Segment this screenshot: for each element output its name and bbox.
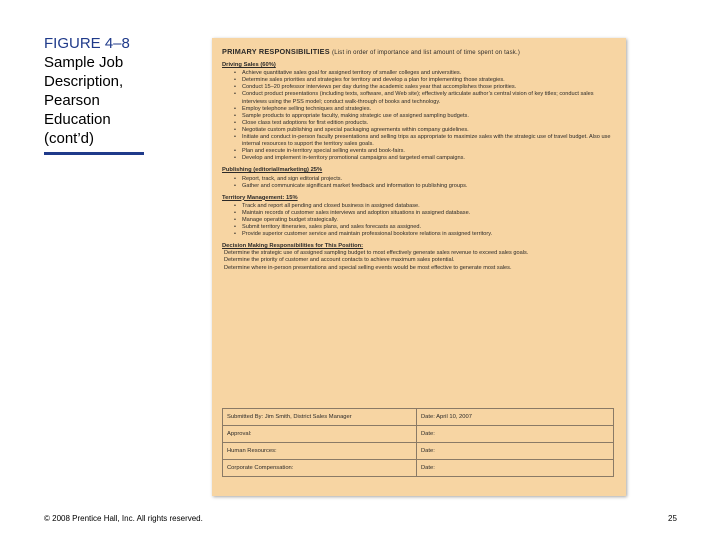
caption-underline — [44, 152, 144, 155]
bullet-list — [222, 176, 618, 190]
page-number: 25 — [668, 514, 677, 523]
list-item: • Sample products to appropriate faculty, making strategic use of assigned sampling budgets. — [242, 113, 618, 120]
list-item: • Conduct product presentations (including texts, software, and Web site); effectively articulate author’s central vision of key titles; conduct sales interviews using the PSS model; conduct walk-through of books and technology. — [242, 91, 618, 105]
section-heading: Publishing (editorial/marketing) 25% — [222, 167, 323, 174]
job-description-document — [212, 38, 626, 496]
list-item: • Gather and communicate significant market feedback and information to publishing groups. — [242, 183, 618, 190]
list-item: • Submit territory itineraries, sales plans, and sales forecasts as assigned. — [242, 224, 618, 231]
decision-lines — [222, 250, 618, 271]
list-item: • Determine sales priorities and strategies for territory and develop a plan for implementing those strategies. — [242, 77, 618, 84]
list-item: • Initiate and conduct in-person faculty presentations and selling trips as appropriate to maximize sales with the strategic use of travel budget. Also use internal resources to support the territory sales goals. — [242, 134, 618, 148]
decision-line: Determine where in-person presentations and special selling events would be most effective to generate most sales. — [224, 264, 512, 271]
list-item: • Close class test adoptions for first edition products. — [242, 120, 618, 127]
caption-line: Pearson — [44, 92, 100, 109]
list-item: • Report, track, and sign editorial projects. — [242, 176, 618, 183]
bullet-list — [222, 203, 618, 238]
section-heading: Territory Management: 15% — [222, 194, 298, 201]
bullet-list — [222, 70, 618, 162]
list-item: • Negotiate custom publishing and special packaging agreements within company guidelines. — [242, 127, 618, 134]
approval-form — [222, 408, 614, 477]
form-date: Date: — [417, 443, 614, 460]
decision-line: Determine the priority of customer and account contacts to achieve maximum sales potential. — [224, 257, 455, 264]
caption-line: (cont’d) — [44, 130, 95, 147]
form-label: Corporate Compensation: — [223, 460, 417, 477]
primary-responsibilities-header — [222, 48, 618, 57]
figure-number: FIGURE 4–8 — [44, 35, 130, 52]
form-row — [223, 426, 614, 443]
decision-line: Determine the strategic use of assigned sampling budget to most effectively generate sales revenue to exceed sales goals. — [224, 250, 529, 257]
caption-line: Education — [44, 111, 111, 128]
header-title: PRIMARY RESPONSIBILITIES — [222, 47, 330, 56]
document-body — [222, 48, 618, 272]
list-item: • Track and report all pending and closed business in assigned database. — [242, 203, 618, 210]
figure-caption — [44, 34, 164, 148]
section-heading: Driving Sales (60%) — [222, 62, 276, 69]
form-row — [223, 409, 614, 426]
form-label: Approval: — [223, 426, 417, 443]
form-row — [223, 443, 614, 460]
caption-line: Sample Job — [44, 54, 124, 71]
form-label: Submitted By: Jim Smith, District Sales Manager — [223, 409, 417, 426]
responsibility-sections — [222, 62, 618, 238]
list-item: • Develop and implement in-territory promotional campaigns and targeted email campaigns. — [242, 155, 618, 162]
form-date: Date: — [417, 426, 614, 443]
decision-heading: Decision Making Responsibilities for This Position: — [222, 243, 364, 250]
form-date: Date: — [417, 460, 614, 477]
form-row — [223, 460, 614, 477]
list-item: • Provide superior customer service and maintain professional bookstore relations in assigned territory. — [242, 231, 618, 238]
list-item: • Manage operating budget strategically. — [242, 217, 618, 224]
header-subtitle: (List in order of importance and list amount of time spent on task.) — [332, 50, 521, 56]
list-item: • Employ telephone selling techniques and strategies. — [242, 106, 618, 113]
list-item: • Plan and execute in-territory special selling events and book-fairs. — [242, 148, 618, 155]
list-item: • Conduct 15–20 professor interviews per day during the academic sales year that accomplishes those priorities. — [242, 84, 618, 91]
caption-line: Description, — [44, 73, 124, 90]
form-label: Human Resources: — [223, 443, 417, 460]
copyright-footer: © 2008 Prentice Hall, Inc. All rights reserved. — [44, 514, 203, 523]
list-item: • Achieve quantitative sales goal for assigned territory of smaller colleges and universities. — [242, 70, 618, 77]
list-item: • Maintain records of customer sales interviews and adoption situations in assigned database. — [242, 210, 618, 217]
form-date: Date: April 10, 2007 — [417, 409, 614, 426]
